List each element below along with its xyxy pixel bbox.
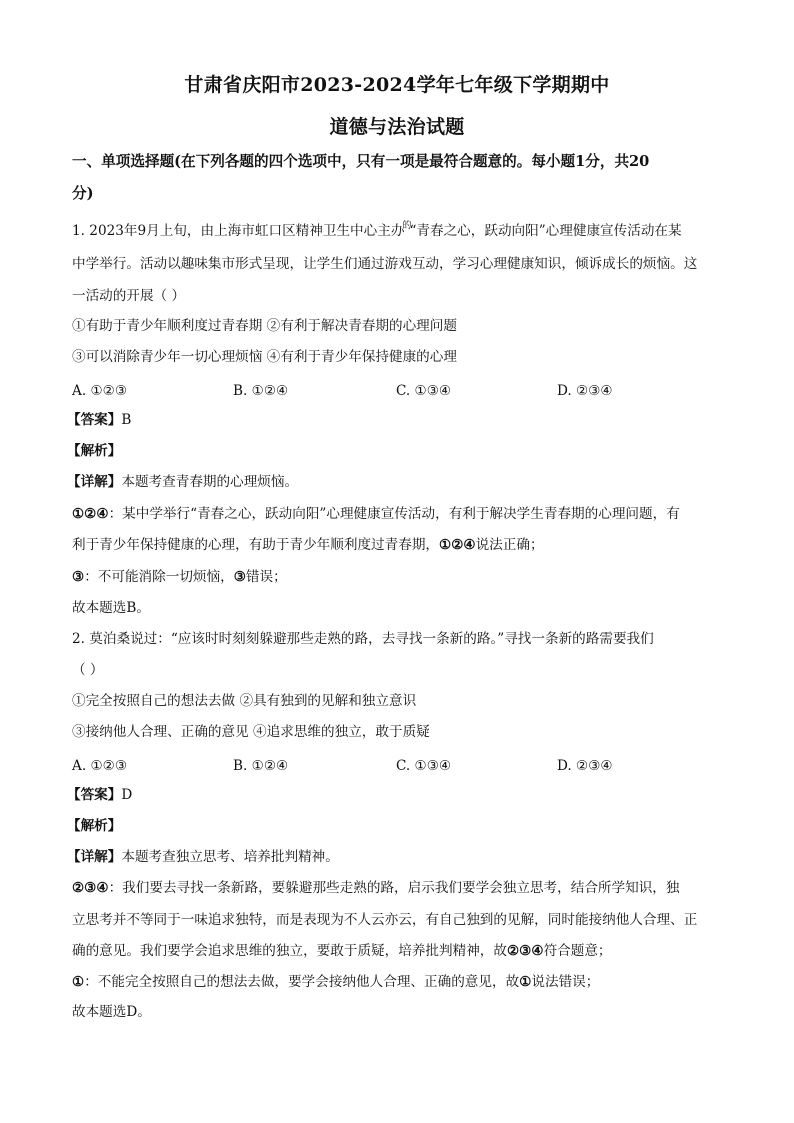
q2-explanation-line-2: 立思考并不等同于一味追求独特，而是表现为不人云亦云，有自己独到的见解，同时能接纳他人合理、正	[72, 912, 698, 928]
q1-option-b: B. ①②④	[233, 383, 289, 399]
q1-explanation-line-2: 利于青少年保持健康的心理，有助于青少年顺利度过青春期，①②④说法正确；	[72, 537, 544, 553]
q2-statements-line-1: ①完全按照自己的想法去做 ②具有独到的见解和独立意识	[72, 693, 417, 709]
q1-analysis-label: 【解析】	[67, 443, 122, 459]
q1-explanation-line-3: ③：不可能消除一切烦恼，③错误；	[72, 569, 287, 585]
q1-option-c: C. ①③④	[396, 383, 452, 399]
q2-option-d: D. ②③④	[557, 758, 613, 774]
section-heading-continued: 分)	[72, 185, 94, 202]
q2-analysis-label: 【解析】	[67, 818, 122, 834]
exam-title: 甘肃省庆阳市2023-2024学年七年级下学期期中	[184, 74, 610, 96]
q2-statements-line-2: ③接纳他人合理、正确的意见 ④追求思维的独立，敢于质疑	[72, 724, 430, 740]
q2-answer: 【答案】D	[67, 787, 133, 803]
q1-option-a: A. ①②③	[72, 383, 128, 399]
q1-answer: 【答案】B	[67, 412, 132, 428]
q1-stem-line-1: 1. 2023年9月上旬，由上海市虹口区精神卫生中心主办$^的$“青春之心，跃动向阳”心理健康宣传活动在某	[72, 221, 682, 239]
section-heading: 一、单项选择题(在下列各题的四个选项中，只有一项是最符合题意的。每小题1分，共20	[72, 153, 650, 170]
q1-stem-line-2: 中学举行。活动以趣味集市形式呈现，让学生们通过游戏互动，学习心理健康知识，倾诉成长的烦恼。这	[72, 256, 698, 272]
q1-option-d: D. ②③④	[557, 383, 613, 399]
exam-subtitle: 道德与法治试题	[329, 116, 465, 138]
q2-stem-line-1: 2. 莫泊桑说过：“应该时时刻刻躲避那些走熟的路，去寻找一条新的路。”寻找一条新的路需要我们	[72, 631, 654, 647]
q1-statements-line-1: ①有助于青少年顺利度过青春期 ②有利于解决青春期的心理问题	[72, 318, 457, 334]
q1-explanation-line-1: ①②④：某中学举行“青春之心，跃动向阳”心理健康宣传活动，有利于解决学生青春期的心理问题，有	[72, 506, 680, 522]
q2-explanation-line-3: 确的意见。我们要学会追求思维的独立，要敢于质疑，培养批判精神，故②③④符合题意；	[72, 943, 612, 959]
q1-stem-line-3: 一活动的开展（ ）	[72, 288, 186, 304]
q1-conclusion: 故本题选B。	[72, 600, 150, 616]
q1-detail: 【详解】本题考查青春期的心理烦恼。	[67, 474, 299, 490]
q2-option-c: C. ①③④	[396, 758, 452, 774]
q1-statements-line-2: ③可以消除青少年一切心理烦恼 ④有利于青少年保持健康的心理	[72, 349, 457, 365]
q2-option-a: A. ①②③	[72, 758, 128, 774]
q2-detail: 【详解】本题考查独立思考、培养批判精神。	[67, 849, 339, 865]
q2-option-b: B. ①②④	[233, 758, 289, 774]
q2-stem-line-2: （ ）	[72, 662, 104, 678]
q2-explanation-line-4: ①：不能完全按照自己的想法去做，要学会接纳他人合理、正确的意见，故①说法错误；	[72, 974, 600, 990]
q2-explanation-line-1: ②③④：我们要去寻找一条新路，要躲避那些走熟的路，启示我们要学会独立思考，结合所学知识，独	[72, 880, 680, 896]
q2-conclusion: 故本题选D。	[72, 1004, 151, 1020]
